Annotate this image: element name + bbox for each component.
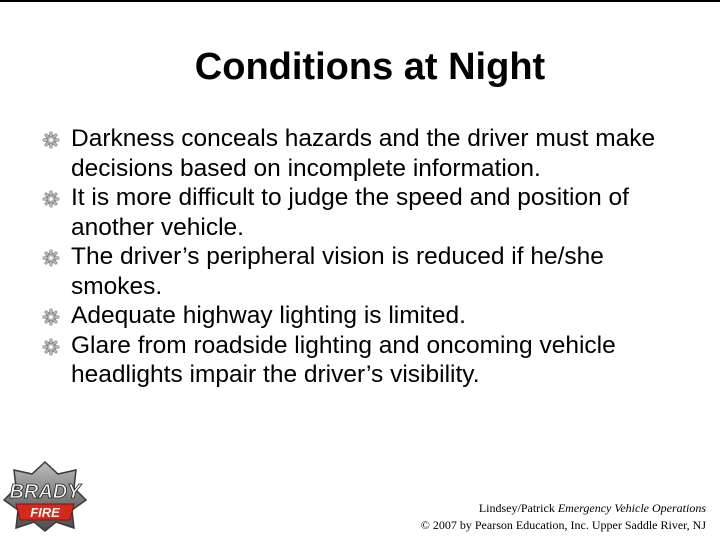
bullet-item [40,331,700,390]
citation-copyright: © 2007 by Pearson Education, Inc. Upper Saddle River, NJ [420,518,706,532]
gear-icon [42,249,60,267]
slide-title: Conditions at Night [194,46,546,88]
bullet-text: Darkness conceals hazards and the driver must make decisions based on incomplete information. [71,125,656,182]
top-rule [0,0,720,2]
bullet-text: Adequate highway lighting is limited. [71,302,466,329]
bullet-text: It is more difficult to judge the speed and position of another vehicle. [71,184,629,241]
citation-book: Emergency Vehicle Operations [557,501,706,515]
bullet-item [40,301,700,331]
bullet-item [40,124,700,183]
logo-text-top: BRADY [9,481,81,503]
gear-icon [42,308,60,326]
bullet-text: The driver’s peripheral vision is reduced if he/she smokes. [71,243,604,300]
bullet-text: Glare from roadside lighting and oncoming vehicle headlights impair the driver’s visibility. [71,331,616,388]
gear-icon [42,190,60,208]
gear-icon [42,131,60,149]
citation-line-1 [421,500,706,517]
citation [421,500,706,534]
bullet-list [40,124,700,390]
citation-authors: Lindsey/Patrick [478,501,555,515]
gear-icon [42,338,60,356]
logo-text-bottom: FIRE [30,505,60,520]
bullet-item [40,183,700,242]
bullet-item [40,242,700,301]
brady-fire-logo [2,460,88,532]
